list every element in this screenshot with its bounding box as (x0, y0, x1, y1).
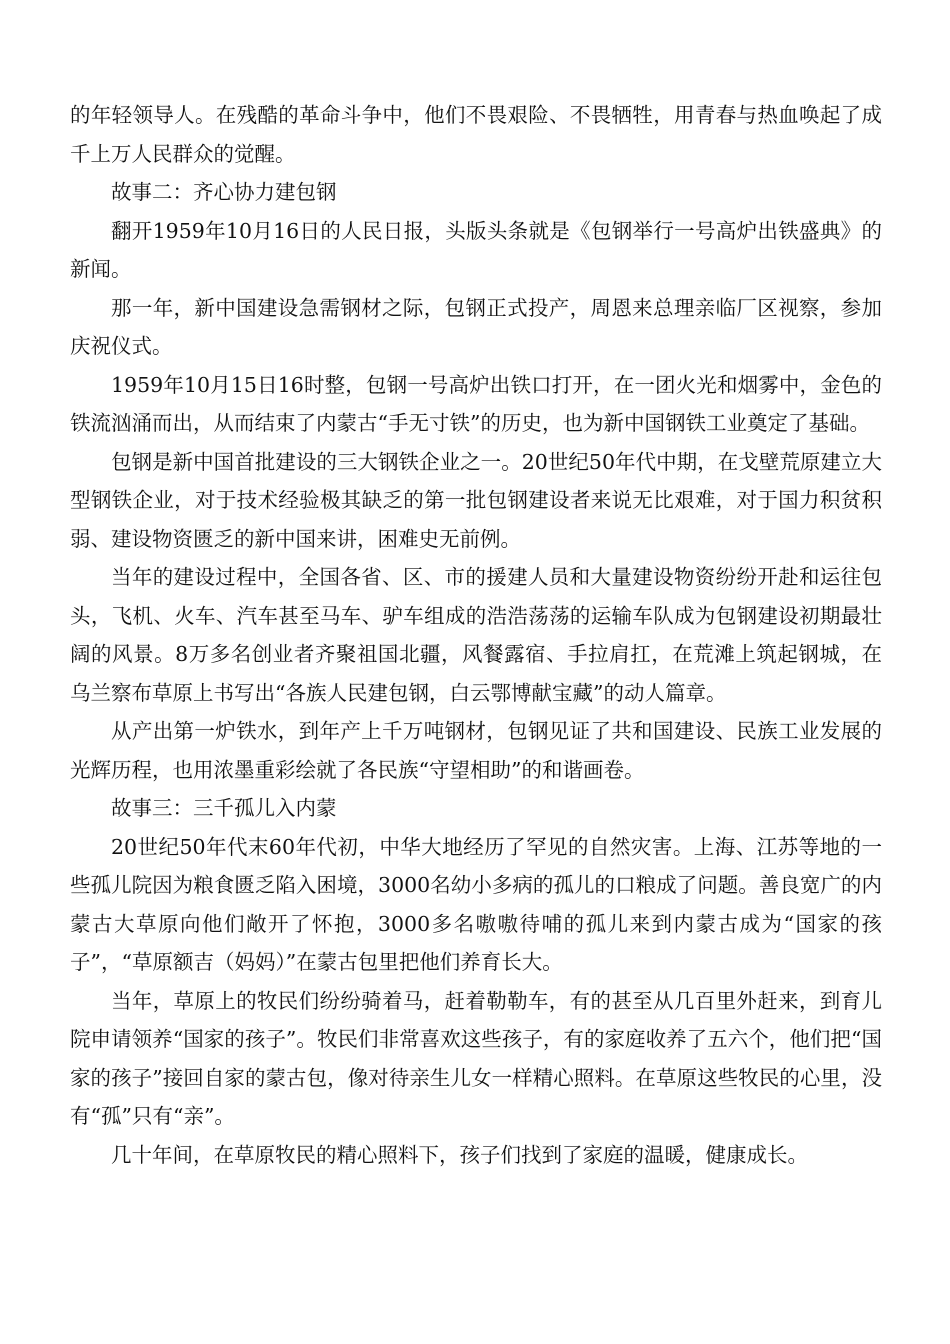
story-three-heading: 故事三：三千孤儿入内蒙 (111, 796, 337, 820)
paragraph: 20世纪50年代末60年代初，中华大地经历了罕见的自然灾害。上海、江苏等地的一些孤儿院因为粮食匮乏陷入困境，3000名幼小多病的孤儿的口粮成了问题。善良宽广的内蒙古大草原向他们敞开了怀抱，3000多名嗷嗷待哺的孤儿来到内蒙古成为“国家的孩子”，“草原额吉（妈妈）”在蒙古包里把他们养育长大。 (70, 834, 882, 974)
paragraph: 几十年间，在草原牧民的精心照料下，孩子们找到了家庭的温暖，健康成长。 (111, 1142, 808, 1167)
paragraph: 当年，草原上的牧民们纷纷骑着马，赶着勒勒车，有的甚至从几百里外赶来，到育儿院申请领养“国家的孩子”。牧民们非常喜欢这些孩子，有的家庭收养了五六个，他们把“国家的孩子”接回自家的蒙古包，像对待亲生儿女一样精心照料。在草原这些牧民的心里，没有“孤”只有“亲”。 (70, 988, 882, 1128)
document-body (70, 96, 882, 1174)
paragraph: 翻开1959年10月16日的人民日报，头版头条就是《包钢举行一号高炉出铁盛典》的新闻。 (70, 218, 882, 281)
paragraph: 那一年，新中国建设急需钢材之际，包钢正式投产，周恩来总理亲临厂区视察，参加庆祝仪式。 (70, 295, 882, 358)
story-two-heading: 故事二：齐心协力建包钢 (111, 180, 337, 204)
paragraph: 1959年10月15日16时整，包钢一号高炉出铁口打开，在一团火光和烟雾中，金色的铁流汹涌而出，从而结束了内蒙古“手无寸铁”的历史，也为新中国钢铁工业奠定了基础。 (70, 372, 882, 435)
paragraph: 从产出第一炉铁水，到年产上千万吨钢材，包钢见证了共和国建设、民族工业发展的光辉历程，也用浓墨重彩绘就了各民族“守望相助”的和谐画卷。 (70, 719, 882, 782)
paragraph: 当年的建设过程中，全国各省、区、市的援建人员和大量建设物资纷纷开赴和运往包头，飞机、火车、汽车甚至马车、驴车组成的浩浩荡荡的运输车队成为包钢建设初期最壮阔的风景。8万多名创业者齐聚祖国北疆，风餐露宿、手拉肩扛，在荒滩上筑起钢城，在乌兰察布草原上书写出“各族人民建包钢，白云鄂博献宝藏”的动人篇章。 (70, 565, 882, 705)
paragraph-continuation: 的年轻领导人。在残酷的革命斗争中，他们不畏艰险、不畏牺牲，用青春与热血唤起了成千上万人民群众的觉醒。 (70, 103, 882, 166)
paragraph: 包钢是新中国首批建设的三大钢铁企业之一。20世纪50年代中期，在戈壁荒原建立大型钢铁企业，对于技术经验极其缺乏的第一批包钢建设者来说无比艰难，对于国力积贫积弱、建设物资匮乏的新中国来讲，困难史无前例。 (70, 449, 882, 551)
